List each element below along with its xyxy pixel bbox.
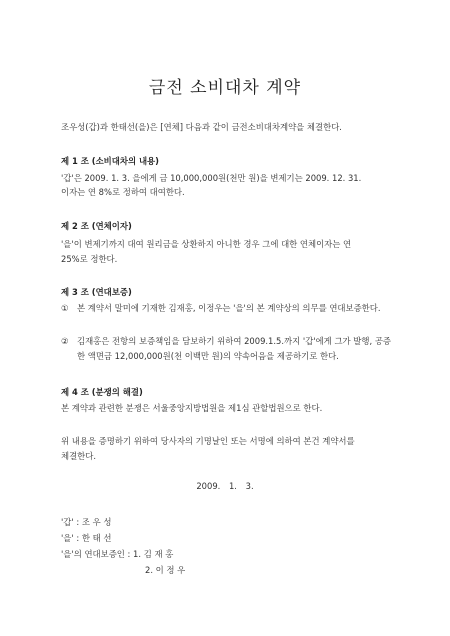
article-1-body-line2: 이자는 연 8%로 정하여 대여한다. — [61, 187, 185, 197]
item-text: 김재홍은 전항의 보증책임을 담보하기 위하여 2009.1.5.까지 '갑'에게 그가 발행, 공증한 액면금 12,000,000원(천 이백만 원)의 약속어음을 제공하기로 한다. — [77, 336, 391, 361]
article-3-heading: 제 3 조 (연대보증) — [61, 287, 132, 297]
item-text: 본 계약서 말미에 기재한 김재홍, 이정우는 '을'의 본 계약상의 의무를 연대보증한다. — [77, 303, 381, 313]
article-1-body-line1: '갑'은 2009. 1. 3. 을에게 금 10,000,000원(천만 원)을 변제기는 2009. 12. 31. — [61, 173, 362, 183]
article-3-item-1 — [61, 301, 391, 316]
closing-line2: 체결한다. — [61, 451, 97, 461]
signature-gap: '갑' : 조 우 성 — [61, 517, 112, 527]
article-2-body-line2: 25%로 정한다. — [61, 254, 118, 264]
article-3-item-2 — [61, 334, 391, 364]
document-title: 금전 소비대차 계약 — [148, 78, 302, 98]
signature-guarantor-2: 2. 이 정 우 — [145, 565, 186, 575]
item-number: ② — [61, 336, 69, 346]
article-4-body-line1: 본 계약과 관련한 분쟁은 서울중앙지방법원을 제1심 관할법원으로 한다. — [61, 403, 323, 413]
article-1-heading: 제 1 조 (소비대차의 내용) — [61, 156, 159, 166]
article-4-heading: 제 4 조 (분쟁의 해결) — [61, 387, 143, 397]
article-2-heading: 제 2 조 (연체이자) — [61, 221, 132, 231]
contract-date: 2009. 1. 3. — [196, 481, 254, 491]
closing-line1: 위 내용을 증명하기 위하여 당사자의 기명날인 또는 서명에 의하여 본건 계약서를 — [61, 436, 355, 446]
signature-guarantor-1: '을'의 연대보증인 : 1. 김 재 홍 — [61, 549, 174, 559]
article-2-body-line1: '을'이 변제기까지 대여 원리금을 상환하지 아니한 경우 그에 대한 연체이자는 연 — [61, 239, 352, 249]
signature-eul: '을' : 한 태 선 — [61, 533, 112, 543]
item-number: ① — [61, 303, 69, 313]
intro-paragraph: 조우성(갑)과 한태선(을)은 [연체] 다음과 같이 금전소비대차계약을 체결한다. — [61, 122, 342, 132]
